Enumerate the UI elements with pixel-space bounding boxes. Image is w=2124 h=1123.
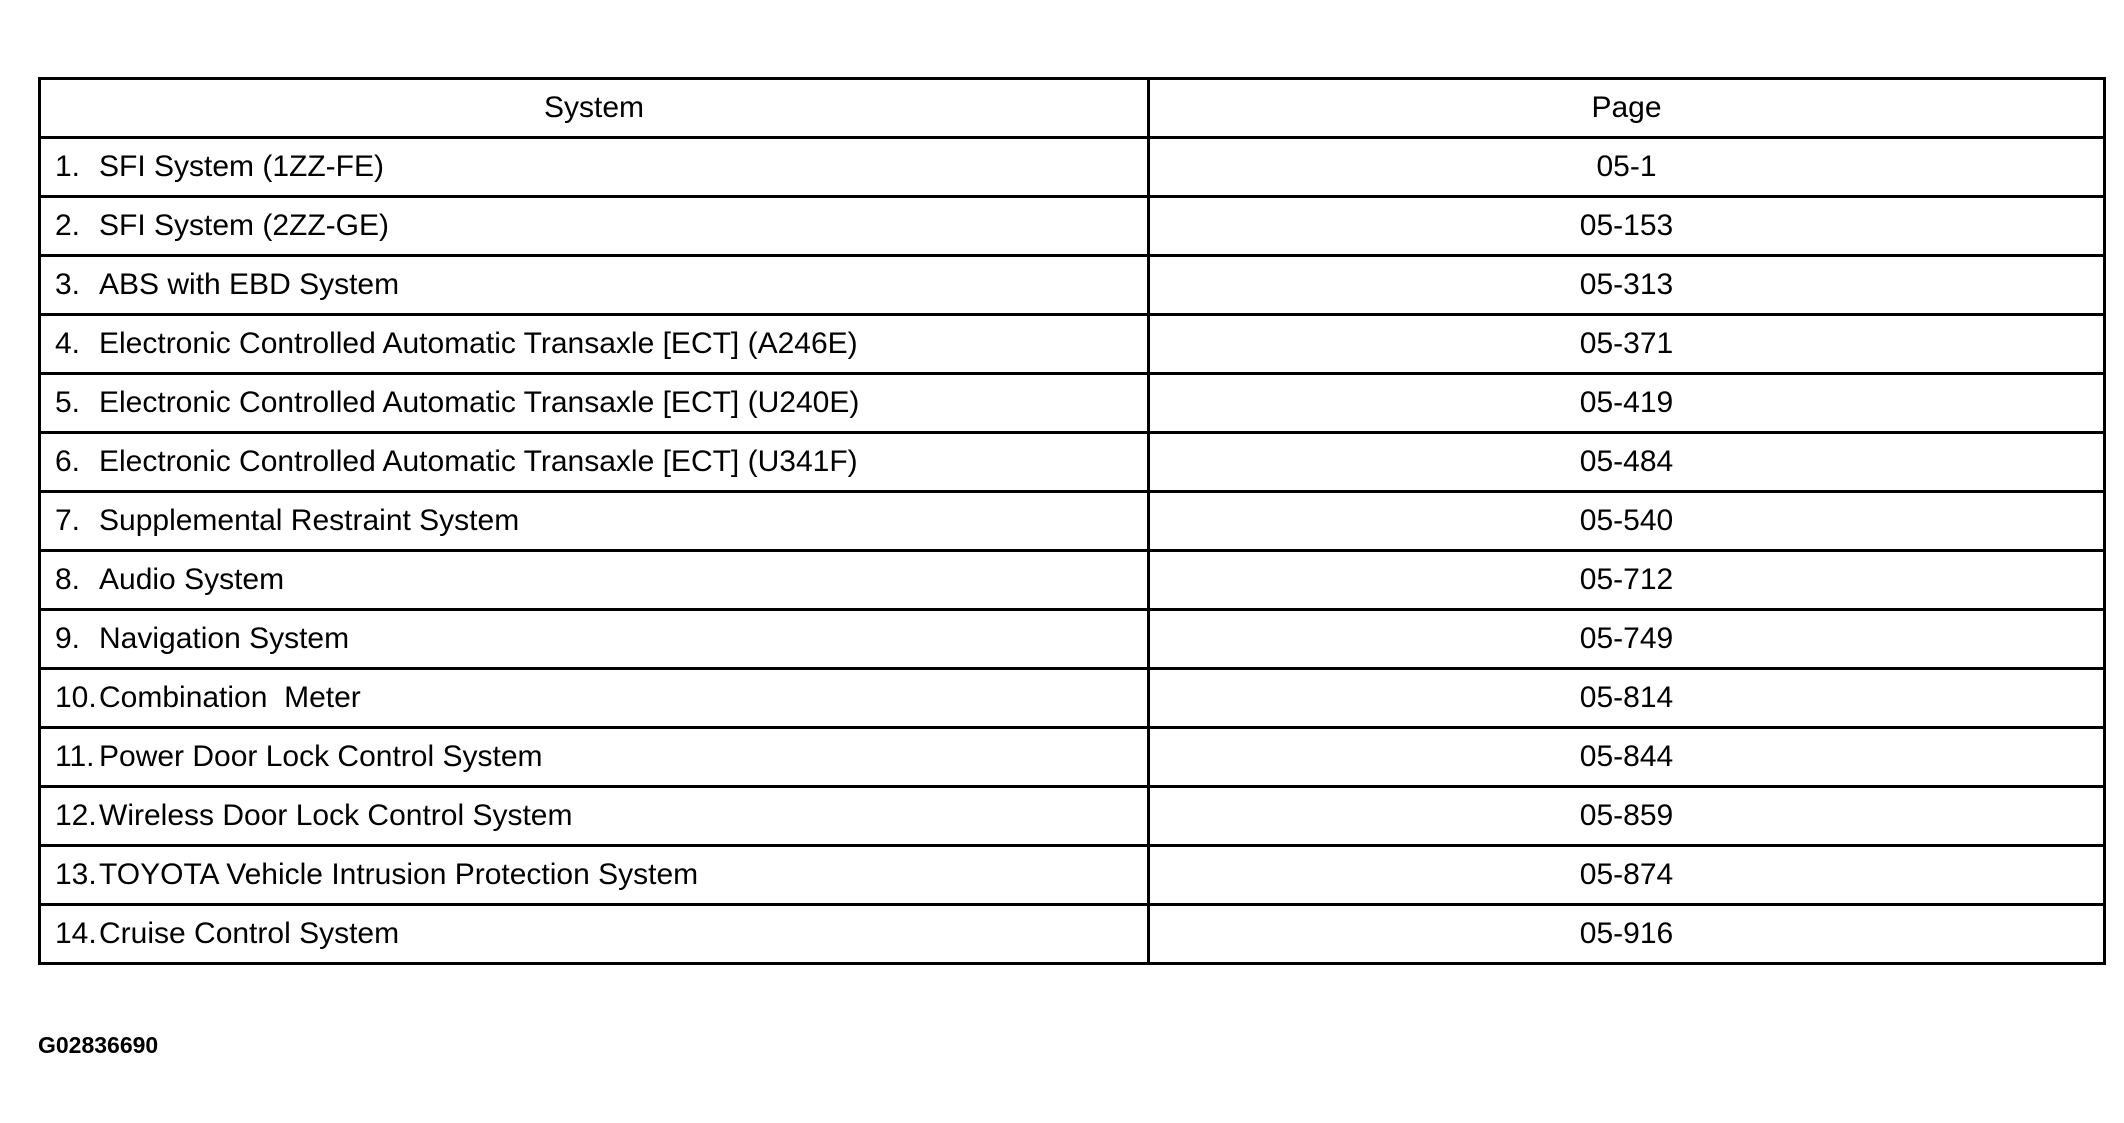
page-number: 05-712	[1149, 551, 2105, 610]
item-number: 11.	[55, 740, 95, 773]
system-cell	[40, 610, 1149, 669]
page-number: 05-749	[1149, 610, 2105, 669]
page-number: 05-484	[1149, 433, 2105, 492]
system-name: Electronic Controlled Automatic Transaxle [ECT] (U341F)	[99, 445, 858, 478]
table-row	[40, 787, 2105, 846]
page-number: 05-844	[1149, 728, 2105, 787]
system-cell	[40, 905, 1149, 964]
page-number: 05-814	[1149, 669, 2105, 728]
item-number: 3.	[55, 268, 81, 301]
system-name: Cruise Control System	[99, 917, 400, 950]
table-row	[40, 256, 2105, 315]
system-name: Audio System	[99, 563, 285, 596]
item-number: 7.	[55, 504, 81, 537]
table-body	[40, 138, 2105, 964]
table-row	[40, 138, 2105, 197]
page-number: 05-419	[1149, 374, 2105, 433]
page-number: 05-540	[1149, 492, 2105, 551]
table-row	[40, 433, 2105, 492]
table-row	[40, 374, 2105, 433]
system-cell	[40, 492, 1149, 551]
table-header-row	[40, 79, 2105, 138]
system-cell	[40, 787, 1149, 846]
page-column-header: Page	[1149, 79, 2105, 138]
item-number: 8.	[55, 563, 81, 596]
system-cell	[40, 846, 1149, 905]
system-name: Electronic Controlled Automatic Transaxle [ECT] (A246E)	[99, 327, 858, 360]
system-name: Wireless Door Lock Control System	[99, 799, 573, 832]
item-number: 1.	[55, 150, 81, 183]
table-row	[40, 610, 2105, 669]
system-cell	[40, 433, 1149, 492]
system-name: Electronic Controlled Automatic Transaxle [ECT] (U240E)	[99, 386, 860, 419]
item-number: 12.	[55, 799, 97, 832]
item-number: 10.	[55, 681, 97, 714]
item-number: 5.	[55, 386, 81, 419]
table-row	[40, 846, 2105, 905]
system-cell	[40, 315, 1149, 374]
system-cell	[40, 138, 1149, 197]
system-cell	[40, 374, 1149, 433]
item-number: 6.	[55, 445, 81, 478]
page-number: 05-153	[1149, 197, 2105, 256]
system-name: Navigation System	[99, 622, 350, 655]
system-name: TOYOTA Vehicle Intrusion Protection System	[99, 858, 699, 891]
system-cell	[40, 551, 1149, 610]
system-name: SFI System (1ZZ-FE)	[99, 150, 384, 183]
item-number: 14.	[55, 917, 97, 950]
system-cell	[40, 197, 1149, 256]
system-name: Supplemental Restraint System	[99, 504, 520, 537]
page-number: 05-916	[1149, 905, 2105, 964]
page-number: 05-859	[1149, 787, 2105, 846]
system-column-header: System	[40, 79, 1149, 138]
item-number: 4.	[55, 327, 81, 360]
system-cell	[40, 728, 1149, 787]
table-row	[40, 197, 2105, 256]
item-number: 13.	[55, 858, 97, 891]
page-number: 05-874	[1149, 846, 2105, 905]
page-number: 05-313	[1149, 256, 2105, 315]
figure-id: G02836690	[38, 1032, 159, 1058]
system-cell	[40, 256, 1149, 315]
table-row	[40, 669, 2105, 728]
table-row	[40, 492, 2105, 551]
system-name: SFI System (2ZZ-GE)	[99, 209, 390, 242]
page-number: 05-1	[1149, 138, 2105, 197]
item-number: 2.	[55, 209, 81, 242]
table-row	[40, 551, 2105, 610]
table-row	[40, 728, 2105, 787]
system-index-table	[38, 77, 2106, 965]
system-name: Combination Meter	[99, 681, 361, 714]
table-row	[40, 315, 2105, 374]
system-name: Power Door Lock Control System	[99, 740, 543, 773]
system-cell	[40, 669, 1149, 728]
table-row	[40, 905, 2105, 964]
item-number: 9.	[55, 622, 81, 655]
system-name: ABS with EBD System	[99, 268, 400, 301]
page-number: 05-371	[1149, 315, 2105, 374]
